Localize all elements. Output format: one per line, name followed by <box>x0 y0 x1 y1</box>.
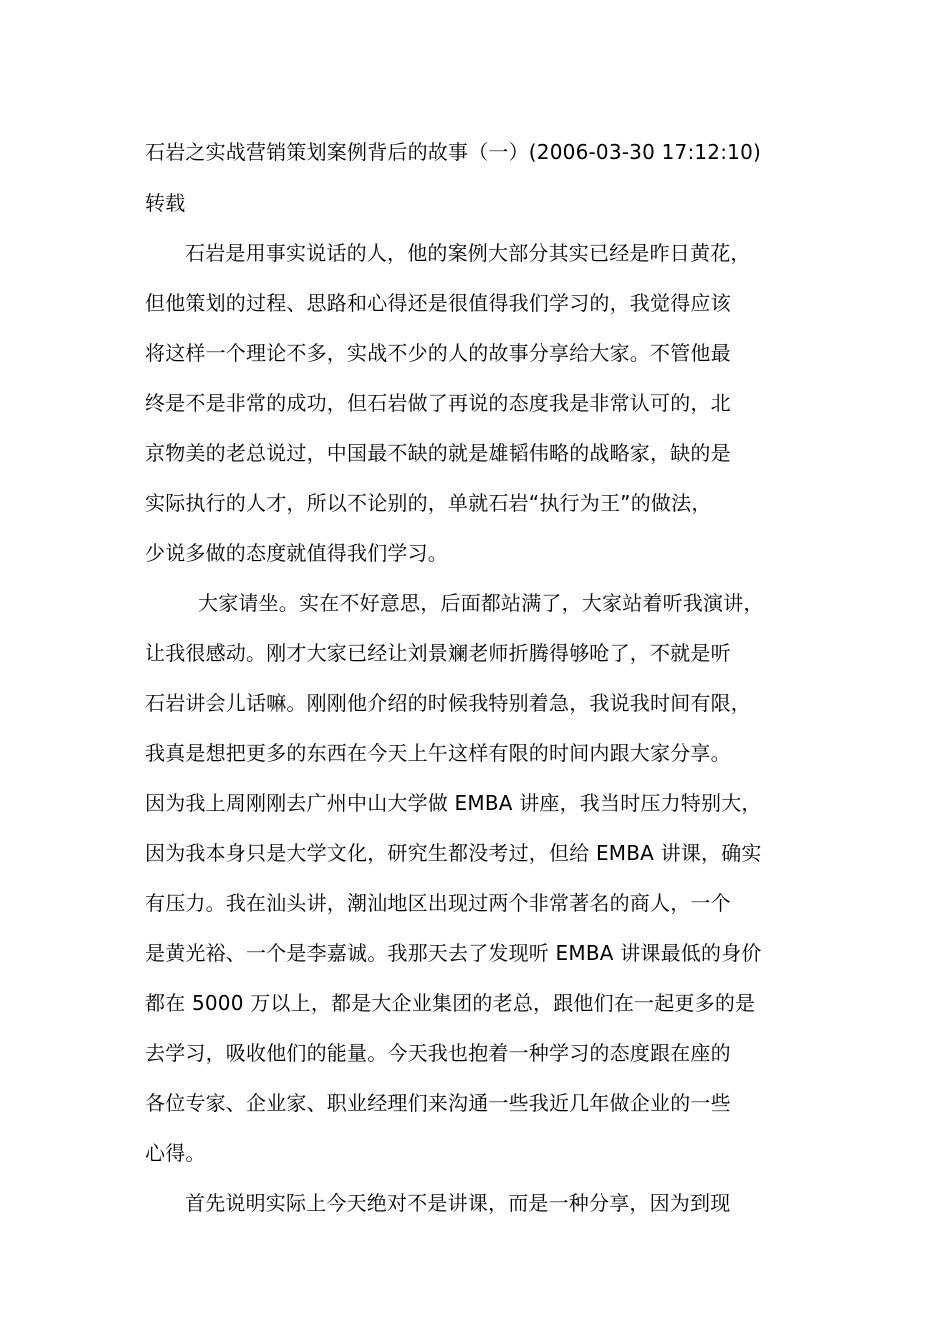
paragraph-line: 各位专家、企业家、职业经理们来沟通一些我近几年做企业的一些 <box>145 1091 731 1115</box>
paragraph-line: 有压力。我在汕头讲，潮汕地区出现过两个非常著名的商人，一个 <box>145 891 731 915</box>
document-title: 石岩之实战营销策划案例背后的故事（一）(2006-03-30 17:12:10) <box>145 140 762 164</box>
paragraph-line: 石岩讲会儿话嘛。刚刚他介绍的时候我特别着急，我说我时间有限， <box>145 691 751 715</box>
paragraph-line: 都在 5000 万以上，都是大企业集团的老总，跟他们在一起更多的是 <box>145 991 756 1015</box>
paragraph-line: 是黄光裕、一个是李嘉诚。我那天去了发现听 EMBA 讲课最低的身价 <box>145 941 762 965</box>
paragraph-line: 因为我上周刚刚去广州中山大学做 EMBA 讲座，我当时压力特别大， <box>145 791 762 815</box>
paragraph-line: 但他策划的过程、思路和心得还是很值得我们学习的，我觉得应该 <box>145 291 731 315</box>
paragraph-line: 将这样一个理论不多，实战不少的人的故事分享给大家。不管他最 <box>145 341 731 365</box>
paragraph-line: 首先说明实际上今天绝对不是讲课，而是一种分享，因为到现 <box>185 1191 731 1215</box>
paragraph-line: 让我很感动。刚才大家已经让刘景斓老师折腾得够呛了，不就是听 <box>145 641 731 665</box>
paragraph-line: 大家请坐。实在不好意思，后面都站满了，大家站着听我演讲， <box>198 591 764 615</box>
paragraph-line: 因为我本身只是大学文化，研究生都没考过，但给 EMBA 讲课，确实 <box>145 841 762 865</box>
paragraph-line: 实际执行的人才，所以不论别的，单就石岩“执行为王”的做法， <box>145 491 712 515</box>
paragraph-line: 终是不是非常的成功，但石岩做了再说的态度我是非常认可的，北 <box>145 391 731 415</box>
paragraph-line: 石岩是用事实说话的人，他的案例大部分其实已经是昨日黄花， <box>185 241 751 265</box>
paragraph-line: 京物美的老总说过，中国最不缺的就是雄韬伟略的战略家，缺的是 <box>145 441 731 465</box>
paragraph-line: 心得。 <box>145 1141 206 1165</box>
document-subtitle: 转载 <box>145 191 186 215</box>
paragraph-line: 去学习，吸收他们的能量。今天我也抱着一种学习的态度跟在座的 <box>145 1041 731 1065</box>
paragraph-line: 我真是想把更多的东西在今天上午这样有限的时间内跟大家分享。 <box>145 741 731 765</box>
paragraph-line: 少说多做的态度就值得我们学习。 <box>145 541 448 565</box>
